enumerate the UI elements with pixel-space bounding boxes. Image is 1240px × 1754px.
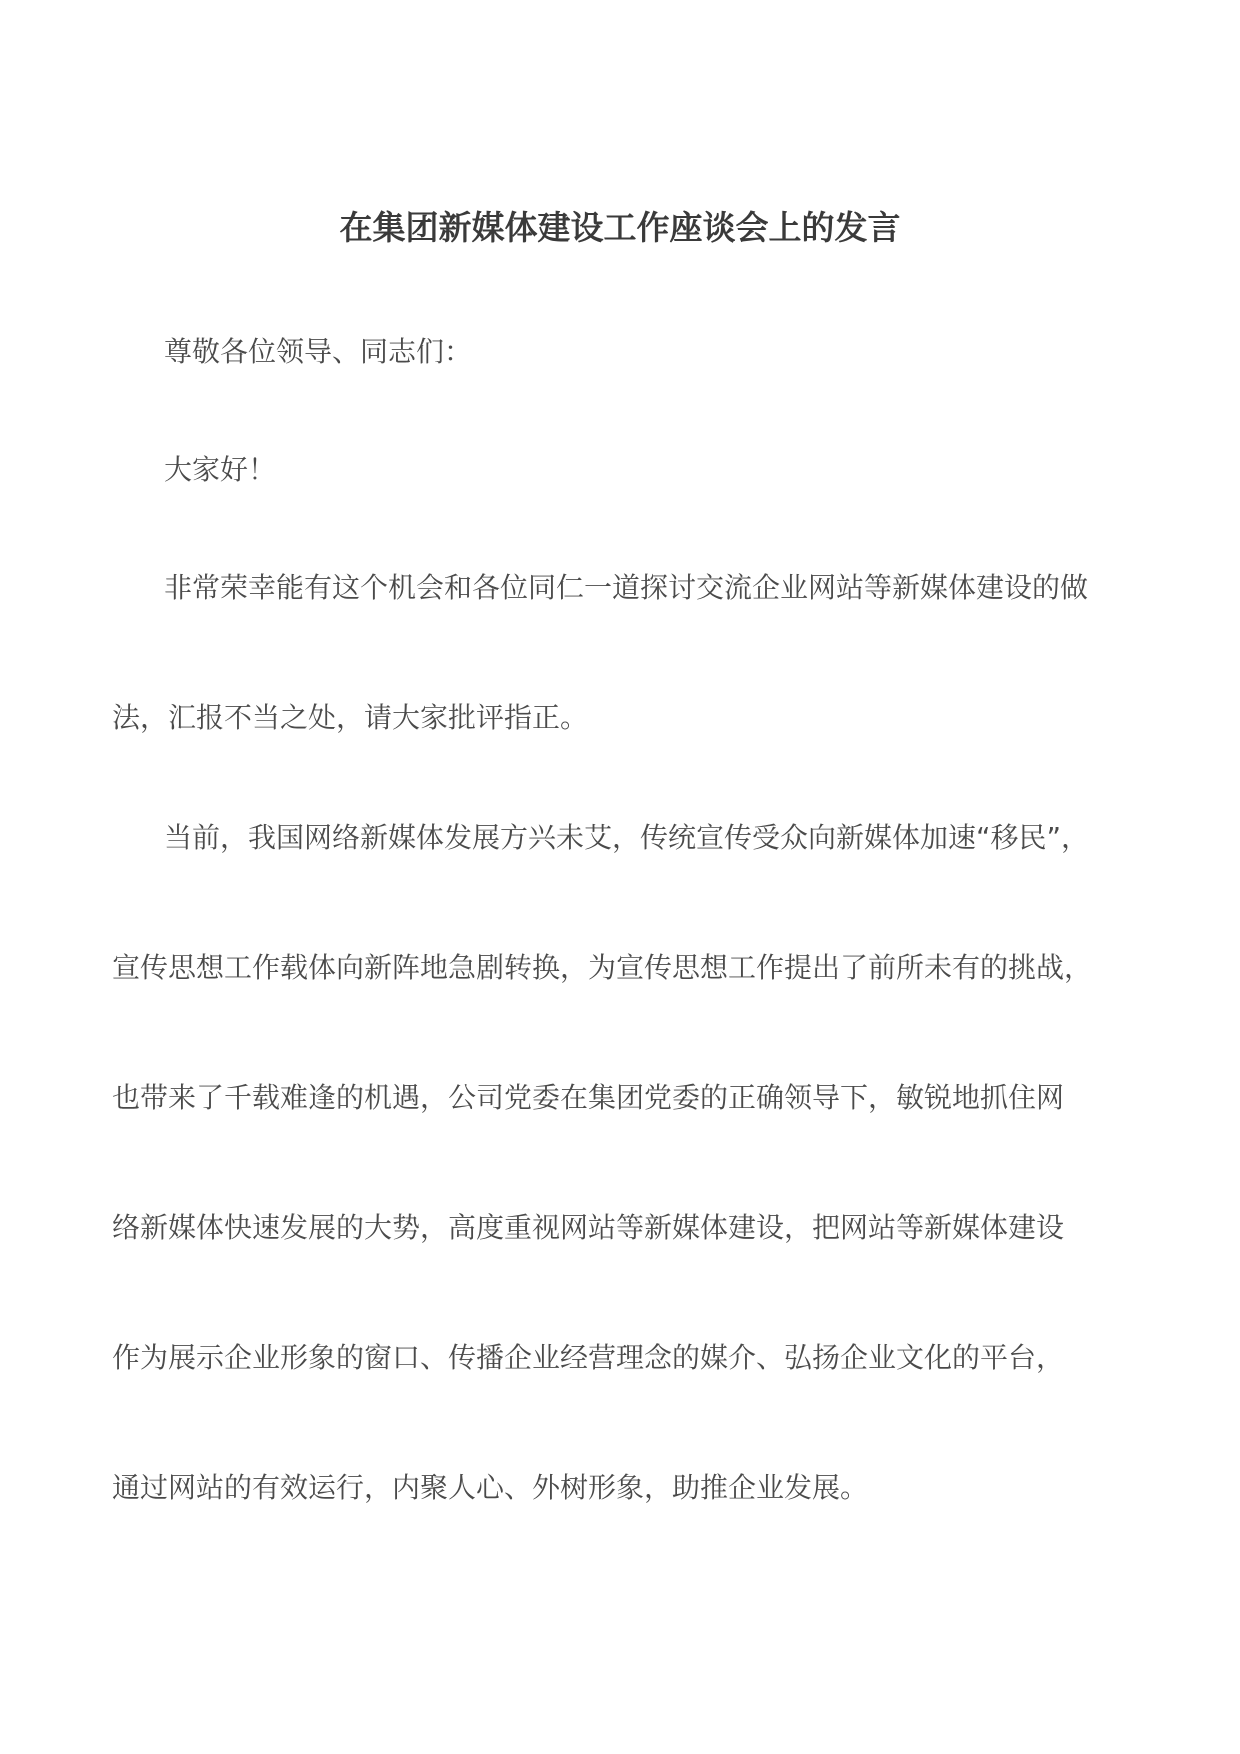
- paragraph-2-line-1: 当前，我国网络新媒体发展方兴未艾，传统宣传受众向新媒体加速“移民”，: [164, 821, 1090, 854]
- document-title: 在集团新媒体建设工作座谈会上的发言: [339, 208, 901, 247]
- paragraph-2-line-4: 络新媒体快速发展的大势，高度重视网站等新媒体建设，把网站等新媒体建设: [112, 1211, 1065, 1244]
- greeting: 大家好！: [164, 453, 277, 486]
- paragraph-2-line-5: 作为展示企业形象的窗口、传播企业经营理念的媒介、弘扬企业文化的平台，: [112, 1341, 1065, 1374]
- salutation: 尊敬各位领导、同志们：: [164, 335, 473, 368]
- paragraph-1-line-1: 非常荣幸能有这个机会和各位同仁一道探讨交流企业网站等新媒体建设的做: [164, 571, 1089, 604]
- paragraph-2-line-3: 也带来了千载难逢的机遇，公司党委在集团党委的正确领导下，敏锐地抓住网: [112, 1081, 1065, 1114]
- paragraph-1-line-2: 法，汇报不当之处，请大家批评指正。: [112, 701, 589, 734]
- paragraph-2-line-2: 宣传思想工作载体向新阵地急剧转换，为宣传思想工作提出了前所未有的挑战，: [112, 951, 1093, 984]
- paragraph-2-line-6: 通过网站的有效运行，内聚人心、外树形象，助推企业发展。: [112, 1471, 869, 1504]
